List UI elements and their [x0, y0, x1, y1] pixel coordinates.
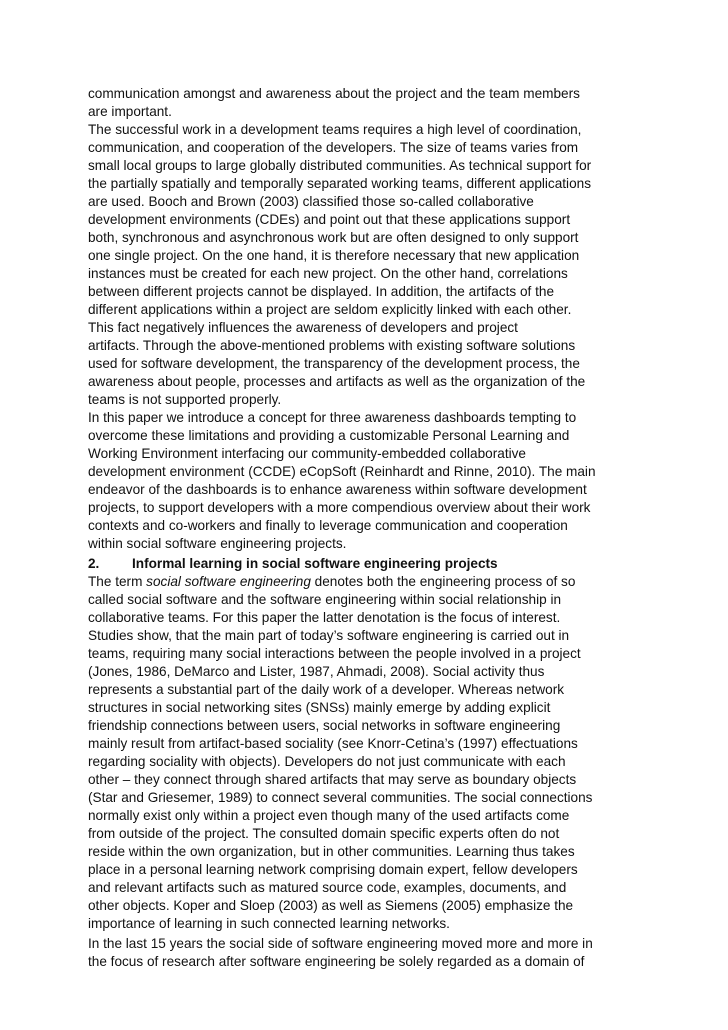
text-line: contexts and co-workers and finally to leverage communication and cooperation [88, 518, 568, 533]
paragraph-2 [88, 121, 648, 409]
text-line: friendship connections between users, social networks in software engineering [88, 718, 561, 733]
text-line: the focus of research after software engineering be solely regarded as a domain of [88, 954, 585, 969]
text-line: collaborative teams. For this paper the latter denotation is the focus of interest. [88, 610, 561, 625]
text-line: the partially spatially and temporally separated working teams, different applications [88, 176, 591, 191]
text-line: represents a substantial part of the daily work of a developer. Whereas network [88, 682, 565, 697]
text-line: Working Environment interfacing our community-embedded collaborative [88, 446, 526, 461]
text-line: from outside of the project. The consulted domain specific experts often do not [88, 826, 560, 841]
text-line: both, synchronous and asynchronous work but are often designed to only support [88, 230, 579, 245]
section-paragraph [88, 573, 648, 933]
text-line: other objects. Koper and Sloep (2003) as well as Siemens (2005) emphasize the [88, 898, 574, 913]
text-line: used for software development, the transparency of the development process, the [88, 356, 580, 371]
text-line: are used. Booch and Brown (2003) classified those so-called collaborative [88, 194, 534, 209]
text-line: communication, and cooperation of the developers. The size of teams varies from [88, 140, 579, 155]
text-span: denotes both the engineering process of so [310, 574, 576, 589]
text-line: place in a personal learning network comprising domain expert, fellow developers [88, 862, 578, 877]
section-heading [88, 555, 648, 573]
text-line: (Jones, 1986, DeMarco and Lister, 1987, Ahmadi, 2008). Social activity thus [88, 664, 545, 679]
text-line: small local groups to large globally distributed communities. As technical support for [88, 158, 592, 173]
text-line: communication amongst and awareness about the project and the team members [88, 86, 580, 101]
text-line: Studies show, that the main part of today’s software engineering is carried out in [88, 628, 570, 643]
paragraph-1 [88, 85, 648, 121]
text-line: importance of learning in such connected learning networks. [88, 916, 450, 931]
text-line: are important. [88, 104, 172, 119]
section-number: 2. [88, 556, 100, 571]
document-page [88, 85, 648, 971]
paragraph-3 [88, 409, 648, 553]
text-line: other – they connect through shared artifacts that may serve as boundary objects [88, 772, 577, 787]
text-line: development environments (CDEs) and point out that these applications support [88, 212, 571, 227]
text-line: (Star and Griesemer, 1989) to connect several communities. The social connections [88, 790, 593, 805]
text-line: reside within the own organization, but in other communities. Learning thus takes [88, 844, 575, 859]
text-line: In this paper we introduce a concept for three awareness dashboards tempting to [88, 410, 577, 425]
text-line: between different projects cannot be displayed. In addition, the artifacts of the [88, 284, 555, 299]
text-line: structures in social networking sites (SNSs) mainly emerge by adding explicit [88, 700, 551, 715]
text-line: teams, requiring many social interactions between the people involved in a project [88, 646, 581, 661]
text-line: normally exist only within a project even though many of the used artifacts come [88, 808, 570, 823]
text-line: called social software and the software engineering within social relationship in [88, 592, 562, 607]
text-line: projects, to support developers with a more compendious overview about their work [88, 500, 591, 515]
text-line: overcome these limitations and providing a customizable Personal Learning and [88, 428, 570, 443]
text-line: teams is not supported properly. [88, 392, 282, 407]
text-line: regarding sociality with objects). Developers do not just communicate with each [88, 754, 566, 769]
text-line: development environment (CCDE) eCopSoft (Reinhardt and Rinne, 2010). The main [88, 464, 596, 479]
final-paragraph [88, 935, 648, 971]
text-line: within social software engineering projects. [88, 536, 347, 551]
text-line: This fact negatively influences the awareness of developers and project [88, 320, 518, 335]
text-line: mainly result from artifact-based sociality (see Knorr-Cetina’s (1997) effectuations [88, 736, 578, 751]
text-line: In the last 15 years the social side of software engineering moved more and more in [88, 936, 593, 951]
text-line: different applications within a project are seldom explicitly linked with each other. [88, 302, 572, 317]
text-line: one single project. On the one hand, it is therefore necessary that new application [88, 248, 580, 263]
text-line [88, 573, 648, 591]
text-line: endeavor of the dashboards is to enhance awareness within software development [88, 482, 587, 497]
text-span: The term [88, 574, 147, 589]
text-line: and relevant artifacts such as matured source code, examples, documents, and [88, 880, 567, 895]
emphasis-term: social software engineering [146, 574, 311, 589]
text-line: instances must be created for each new project. On the other hand, correlations [88, 266, 568, 281]
text-line: artifacts. Through the above-mentioned problems with existing software solutions [88, 338, 576, 353]
text-line: awareness about people, processes and artifacts as well as the organization of the [88, 374, 586, 389]
text-line: The successful work in a development teams requires a high level of coordination, [88, 122, 582, 137]
section-title: Informal learning in social software engineering projects [132, 556, 498, 571]
